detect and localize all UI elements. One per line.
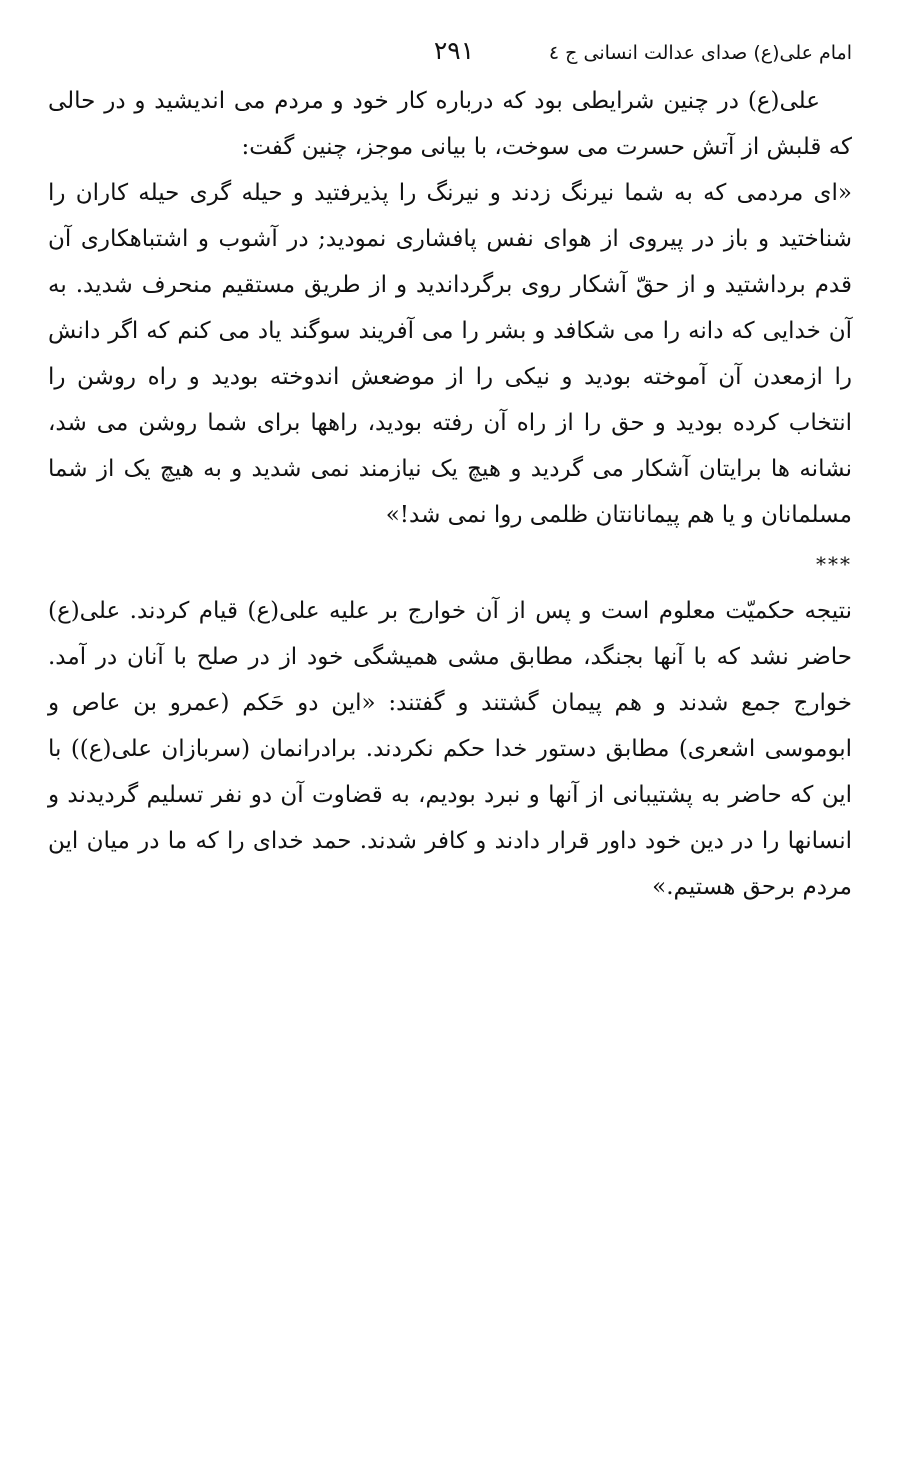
section-separator: *** [816, 552, 852, 576]
body-text [48, 78, 852, 910]
paragraph-khawarij: نتیجه حکمیّت معلوم است و پس از آن خوارج بر علیه علی(ع) قیام کردند. علی(ع) حاضر نشد که با آنها بجنگد، مطابق مشی همیشگی خود از در صلح با آنان در آمد. خوارج جمع شدند و هم پیمان گشتند و گفتند: «این دو حَکم (عمرو بن عاص و ابوموسی اشعری) مطابق دستور خدا حکم نکردند. برادرانمان (سربازان علی(ع)) با این که حاضر به پشتیبانی از آنها و نبرد بودیم، به قضاوت آن دو نفر تسلیم گردیدند و انسانها را در دین خود داور قرار دادند و کافر شدند. حمد خدای را که ما در میان این مردم برحق هستیم.» [48, 598, 852, 900]
paragraph-quote: «ای مردمی که به شما نیرنگ زدند و نیرنگ را پذیرفتید و حیله گری حیله کاران را شناختید و باز در پیروی از هوای نفس پافشاری نمودید; در آشوب و اشتباهکاری آن قدم برداشتید و از حقّ آشکار روی برگرداندید و از طریق مستقیم منحرف شدید. به آن خدایی که دانه را می شکافد و بشر را می آفریند سوگند یاد می کنم که اگر دانش را ازمعدن آن آموخته بودید و نیکی را از موضعش اندوخته بودید و راه روشن را انتخاب کرده بودید و حق را از راه آن رفته بودید، راهها برای شما روشن می شد، نشانه ها برایتان آشکار می گردید و هیچ یک نیازمند نمی شدید و به هیچ یک از شما مسلمانان و یا هم پیمانانتان ظلمی روا نمی شد!» [48, 180, 852, 528]
paragraph-intro: علی(ع) در چنین شرایطی بود که درباره کار خود و مردم می اندیشید و در حالی که قلبش از آتش حسرت می سوخت، با بیانی موجز، چنین گفت: [48, 88, 852, 160]
page-number: ٢٩١ [433, 36, 475, 65]
running-title: امام علی(ع) صدای عدالت انسانی ج ٤ [548, 42, 852, 64]
